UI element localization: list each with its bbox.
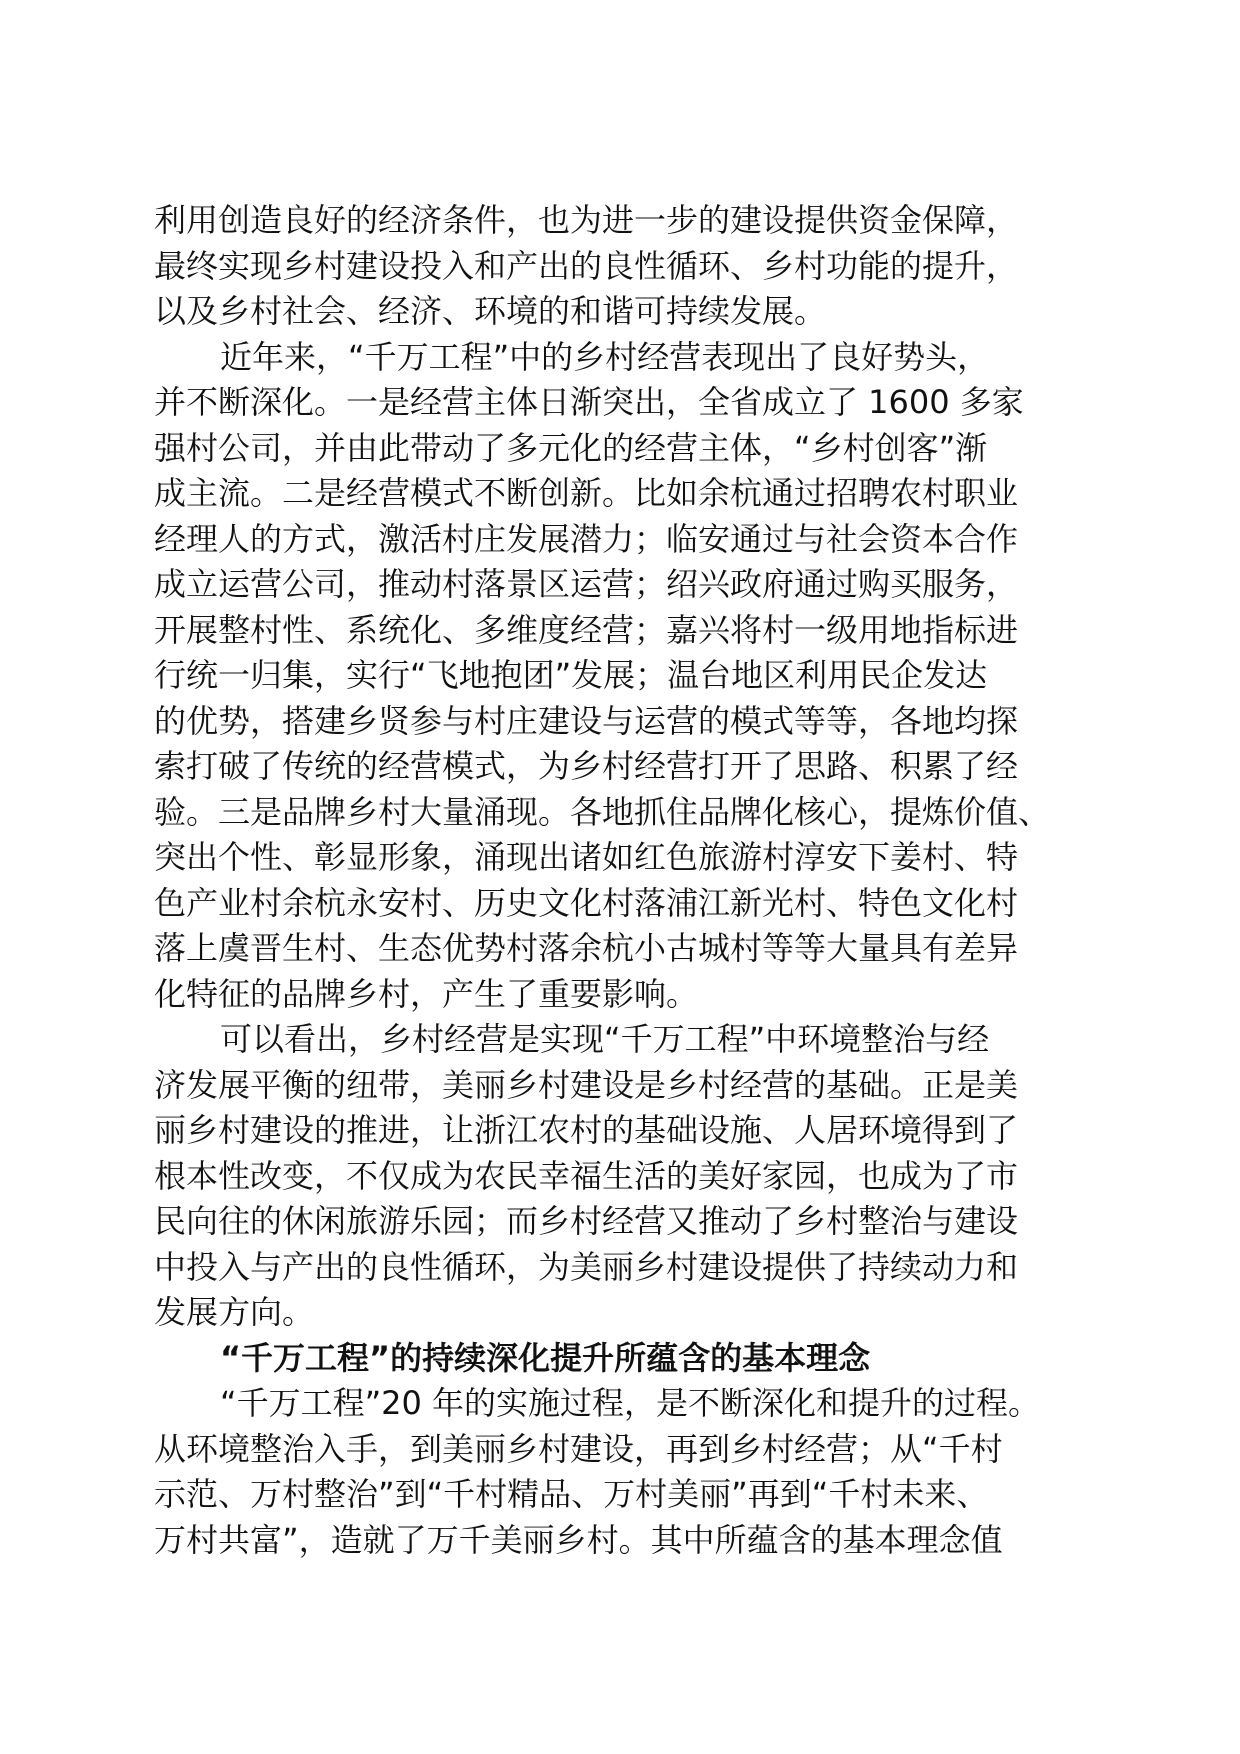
text-line: 以及乡村社会、经济、环境的和谐可持续发展。 bbox=[154, 292, 827, 330]
text-line: 索打破了传统的经营模式，为乡村经营打开了思路、积累了经 bbox=[154, 747, 1019, 785]
text-line: 最终实现乡村建设投入和产出的良性循环、乡村功能的提升， bbox=[154, 246, 1019, 285]
text-line: 验。三是品牌乡村大量涌现。各地抓住品牌化核心，提炼价值、 bbox=[154, 792, 1051, 831]
text-line: 并不断深化。一是经营主体日渐突出，全省成立了 1600 多家 bbox=[154, 383, 1024, 421]
heading-text: “千万工程”的持续深化提升所蕴含的基本理念 bbox=[220, 1338, 871, 1377]
text-line: 强村公司，并由此带动了多元化的经营主体，“乡村创客”渐 bbox=[154, 428, 988, 467]
text-line: 民向往的休闲旅游乐园；而乡村经营又推动了乡村整治与建设 bbox=[154, 1202, 1019, 1240]
text-line: 济发展平衡的纽带，美丽乡村建设是乡村经营的基础。正是美 bbox=[154, 1065, 1019, 1104]
text-line: 示范、万村整治”到“千村精品、万村美丽”再到“千村未来、 bbox=[154, 1475, 989, 1513]
text-line: 万村共富”，造就了万千美丽乡村。其中所蕴含的基本理念值 bbox=[154, 1520, 1003, 1559]
text-line: 突出个性、彰显形象，涌现出诸如红色旅游村淳安下姜村、特 bbox=[154, 838, 1019, 876]
text-line: 中投入与产出的良性循环，为美丽乡村建设提供了持续动力和 bbox=[154, 1247, 1019, 1286]
paragraph bbox=[154, 198, 1084, 335]
text-line: “千万工程”20 年的实施过程，是不断深化和提升的过程。 bbox=[220, 1384, 1041, 1422]
text-line: 行统一归集，实行“飞地抱团”发展；温台地区利用民企发达 bbox=[154, 656, 988, 694]
text-line: 近年来，“千万工程”中的乡村经营表现出了良好势头， bbox=[220, 337, 990, 376]
text-line: 成主流。二是经营模式不断创新。比如余杭通过招聘农村职业 bbox=[154, 474, 1019, 512]
text-line: 经理人的方式，激活村庄发展潜力；临安通过与社会资本合作 bbox=[154, 519, 1019, 558]
section-heading bbox=[154, 1336, 1084, 1382]
paragraph bbox=[154, 1381, 1084, 1563]
text-line: 色产业村余杭永安村、历史文化村落浦江新光村、特色文化村 bbox=[154, 883, 1019, 922]
document-page bbox=[154, 198, 1084, 1563]
text-line: 丽乡村建设的推进，让浙江农村的基础设施、人居环境得到了 bbox=[154, 1111, 1019, 1149]
text-line: 开展整村性、系统化、多维度经营；嘉兴将村一级用地指标进 bbox=[154, 610, 1019, 649]
text-line: 成立运营公司，推动村落景区运营；绍兴政府通过购买服务， bbox=[154, 565, 1019, 603]
text-line: 从环境整治入手，到美丽乡村建设，再到乡村经营；从“千村 bbox=[154, 1429, 1003, 1468]
text-line: 发展方向。 bbox=[154, 1293, 315, 1331]
text-line: 利用创造良好的经济条件，也为进一步的建设提供资金保障， bbox=[154, 201, 1019, 239]
text-line: 根本性改变，不仅成为农民幸福生活的美好家园，也成为了市 bbox=[154, 1156, 1019, 1195]
text-line: 落上虞晋生村、生态优势村落余杭小古城村等等大量具有差异 bbox=[154, 929, 1019, 967]
text-line: 的优势，搭建乡贤参与村庄建设与运营的模式等等，各地均探 bbox=[154, 701, 1019, 740]
paragraph bbox=[154, 335, 1084, 1018]
text-line: 化特征的品牌乡村，产生了重要影响。 bbox=[154, 974, 699, 1013]
paragraph bbox=[154, 1017, 1084, 1336]
text-line: 可以看出，乡村经营是实现“千万工程”中环境整治与经 bbox=[220, 1020, 990, 1058]
